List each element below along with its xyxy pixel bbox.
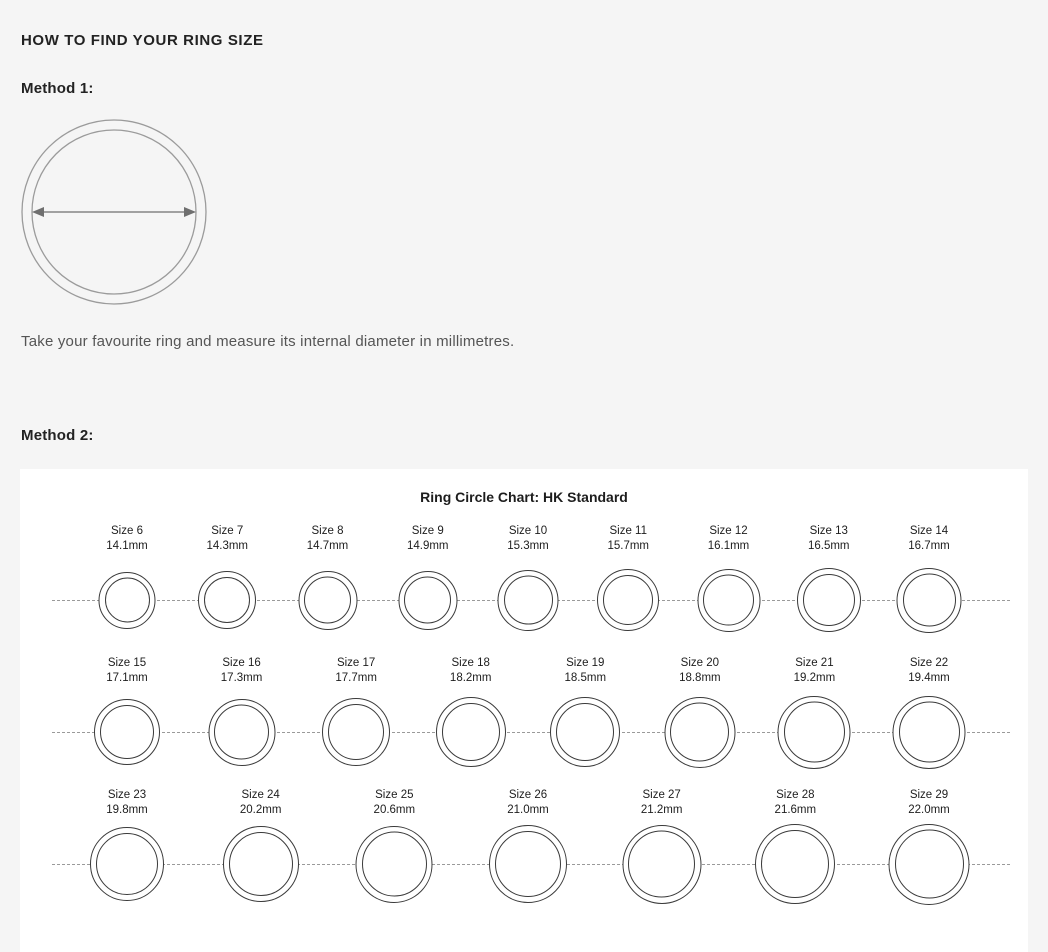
ring-outer-circle — [356, 826, 433, 903]
ring-size-cell — [339, 788, 449, 903]
ring-circle-graphic — [90, 827, 164, 901]
method-1-caption: Take your favourite ring and measure its internal diameter in millimetres. — [21, 333, 515, 350]
ring-size-label: Size 18 — [451, 657, 490, 669]
ring-inner-circle — [96, 833, 158, 895]
ring-circle-graphic — [94, 699, 160, 765]
ring-diameter-value: 15.7mm — [607, 540, 650, 552]
ring-circle-graphic — [99, 572, 156, 629]
ring-row-3 — [20, 788, 1028, 920]
ring-diameter-value: 21.0mm — [507, 804, 549, 816]
ring-size-cell — [273, 524, 383, 630]
ring-size-label: Size 17 — [336, 657, 376, 669]
ring-diameter-value: 22.0mm — [908, 804, 950, 816]
ring-size-label: Size 13 — [809, 525, 848, 537]
arrow-head-left-icon — [32, 207, 44, 217]
ring-inner-circle — [899, 702, 960, 763]
ring-outer-circle — [198, 571, 256, 629]
ring-inner-circle — [903, 574, 956, 627]
ring-circle-graphic — [208, 699, 275, 766]
ring-outer-circle — [897, 568, 962, 633]
ring-size-cell — [172, 524, 282, 629]
ring-outer-circle — [550, 697, 620, 767]
ring-outer-circle — [597, 569, 659, 631]
ring-size-cell — [416, 656, 526, 767]
ring-circle-chart-panel — [20, 469, 1028, 952]
ring-size-label: Size 28 — [776, 789, 815, 801]
ring-row-2 — [20, 656, 1028, 788]
ring-size-cell — [530, 656, 640, 767]
ring-outer-circle — [622, 825, 701, 904]
ring-size-label: Size 26 — [508, 789, 548, 801]
ring-outer-circle — [398, 571, 457, 630]
ring-outer-circle — [697, 569, 760, 632]
ring-size-label: Size 15 — [107, 657, 147, 669]
ring-size-label: Size 27 — [642, 789, 681, 801]
ring-outer-circle — [893, 696, 966, 769]
ring-size-cell — [473, 524, 583, 631]
ring-diameter-value: 14.3mm — [206, 540, 249, 552]
ring-circle-graphic — [489, 825, 567, 903]
ring-circle-graphic — [622, 825, 701, 904]
ring-size-cell — [874, 656, 984, 769]
ring-size-label: Size 23 — [107, 789, 147, 801]
ring-size-cell — [645, 656, 755, 768]
ring-inner-circle — [328, 704, 384, 760]
ring-size-cell — [206, 788, 316, 902]
ring-diameter-value: 19.2mm — [793, 672, 836, 684]
ring-diameter-value: 18.2mm — [449, 672, 492, 684]
ring-inner-circle — [603, 575, 653, 625]
ring-size-label: Size 19 — [566, 657, 605, 669]
chart-title: Ring Circle Chart: HK Standard — [420, 489, 628, 505]
ring-size-cell — [874, 524, 984, 633]
ring-circle-graphic — [664, 697, 735, 768]
ring-diameter-value: 14.9mm — [406, 540, 449, 552]
ring-outer-circle — [208, 699, 275, 766]
ring-size-cell — [72, 524, 182, 629]
ring-inner-circle — [495, 831, 561, 897]
ring-circle-graphic — [356, 826, 433, 903]
ring-diameter-value: 19.4mm — [908, 672, 950, 684]
ring-diameter-value: 14.7mm — [306, 540, 349, 552]
ring-size-label: Size 10 — [508, 525, 548, 537]
ring-diameter-value: 16.1mm — [707, 540, 750, 552]
ring-circle-graphic — [322, 698, 390, 766]
ring-inner-circle — [442, 703, 500, 761]
ring-circle-graphic — [298, 571, 357, 630]
ring-size-label: Size 20 — [680, 657, 720, 669]
ring-circle-graphic — [797, 568, 861, 632]
ring-size-cell — [740, 788, 850, 904]
ring-diameter-value: 14.1mm — [106, 540, 148, 552]
ring-inner-circle — [214, 705, 269, 760]
ring-circle-graphic — [436, 697, 506, 767]
ring-outer-circle — [298, 571, 357, 630]
ring-size-cell — [674, 524, 784, 632]
ring-diameter-value: 21.6mm — [774, 804, 817, 816]
ring-diagram-svg — [20, 118, 208, 306]
ring-size-cell — [72, 788, 182, 901]
ring-outer-circle — [223, 826, 299, 902]
ring-size-label: Size 8 — [311, 525, 344, 537]
ring-circle-graphic — [498, 570, 559, 631]
ring-size-cell — [607, 788, 717, 904]
ring-outer-circle — [778, 696, 851, 769]
ring-circle-graphic — [398, 571, 457, 630]
ring-row-1 — [20, 524, 1028, 656]
ring-size-cell — [573, 524, 683, 631]
ring-circle-graphic — [198, 571, 256, 629]
ring-size-cell — [774, 524, 884, 632]
ring-size-cell — [301, 656, 411, 766]
ring-diameter-value: 20.6mm — [373, 804, 416, 816]
ring-size-label: Size 14 — [909, 525, 949, 537]
ring-size-cell — [874, 788, 984, 905]
ring-inner-circle — [404, 577, 451, 624]
ring-size-cell — [72, 656, 182, 765]
ring-inner-circle — [895, 830, 964, 899]
method-1-label: Method 1: — [21, 80, 94, 97]
ring-diameter-value: 19.8mm — [106, 804, 148, 816]
ring-diameter-value: 16.7mm — [908, 540, 950, 552]
ring-inner-circle — [229, 832, 293, 896]
ring-circle-graphic — [223, 826, 299, 902]
ring-size-label: Size 24 — [241, 789, 280, 801]
ring-inner-circle — [304, 577, 351, 624]
page-title: HOW TO FIND YOUR RING SIZE — [21, 32, 264, 49]
ring-circle-graphic — [893, 696, 966, 769]
ring-inner-circle — [784, 702, 845, 763]
ring-diameter-value: 16.5mm — [807, 540, 850, 552]
ring-circle-graphic — [897, 568, 962, 633]
ring-size-label: Size 7 — [211, 525, 244, 537]
ring-size-label: Size 25 — [375, 789, 414, 801]
ring-diameter-value: 15.3mm — [507, 540, 549, 552]
ring-outer-circle — [889, 824, 970, 905]
ring-size-cell — [473, 788, 583, 903]
ring-outer-circle — [755, 824, 835, 904]
ring-size-label: Size 11 — [609, 525, 647, 537]
method-2-label: Method 2: — [21, 427, 94, 444]
ring-outer-circle — [90, 827, 164, 901]
ring-inner-circle — [556, 703, 614, 761]
ring-diameter-value: 17.7mm — [335, 672, 377, 684]
ring-outer-circle — [94, 699, 160, 765]
arrow-head-right-icon — [184, 207, 196, 217]
ring-diameter-diagram — [20, 118, 208, 306]
ring-circle-graphic — [755, 824, 835, 904]
ring-size-cell — [373, 524, 483, 630]
ring-diameter-value: 18.5mm — [564, 672, 607, 684]
ring-circle-graphic — [597, 569, 659, 631]
ring-inner-circle — [504, 576, 553, 625]
ring-size-cell — [759, 656, 869, 769]
ring-size-label: Size 21 — [795, 657, 834, 669]
ring-diameter-value: 18.8mm — [679, 672, 721, 684]
ring-diameter-value: 20.2mm — [239, 804, 282, 816]
ring-outer-circle — [322, 698, 390, 766]
ring-inner-circle — [100, 705, 154, 759]
ring-circle-graphic — [550, 697, 620, 767]
ring-size-label: Size 29 — [909, 789, 949, 801]
ring-circle-graphic — [778, 696, 851, 769]
ring-inner-circle — [703, 575, 754, 626]
ring-inner-circle — [105, 578, 150, 623]
ring-size-label: Size 9 — [411, 525, 444, 537]
ring-circle-graphic — [889, 824, 970, 905]
ring-inner-circle — [628, 831, 695, 898]
ring-outer-circle — [489, 825, 567, 903]
ring-diameter-value: 17.3mm — [220, 672, 263, 684]
ring-inner-circle — [204, 577, 250, 623]
ring-inner-circle — [670, 703, 729, 762]
ring-diameter-value: 21.2mm — [640, 804, 683, 816]
ring-inner-circle — [803, 574, 855, 626]
ring-size-label: Size 6 — [111, 525, 143, 537]
ring-outer-circle — [797, 568, 861, 632]
ring-size-label: Size 16 — [222, 657, 261, 669]
ring-size-label: Size 12 — [709, 525, 748, 537]
ring-size-cell — [187, 656, 297, 766]
ring-outer-circle — [498, 570, 559, 631]
ring-outer-circle — [664, 697, 735, 768]
ring-size-label: Size 22 — [909, 657, 949, 669]
ring-inner-circle — [761, 830, 829, 898]
ring-circle-graphic — [697, 569, 760, 632]
ring-outer-circle — [436, 697, 506, 767]
ring-inner-circle — [362, 832, 427, 897]
ring-diameter-value: 17.1mm — [106, 672, 148, 684]
ring-outer-circle — [99, 572, 156, 629]
